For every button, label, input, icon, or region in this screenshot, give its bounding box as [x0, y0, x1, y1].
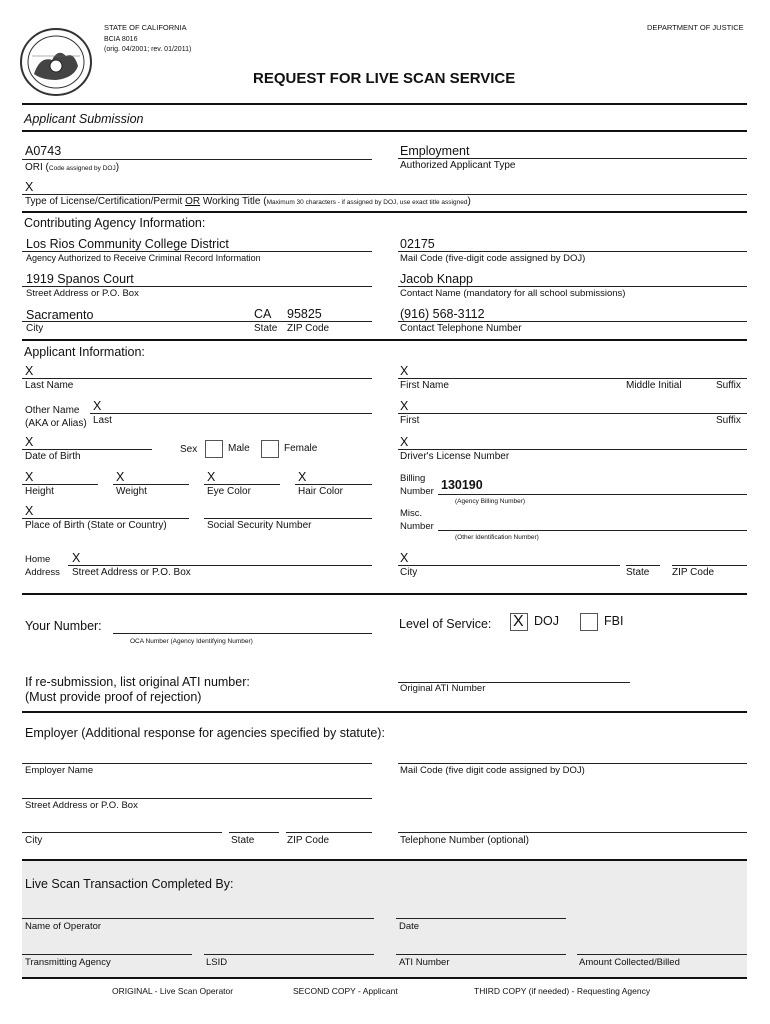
footer-second: SECOND COPY - Applicant — [293, 986, 398, 996]
hair-line — [295, 484, 372, 485]
hair-value[interactable]: X — [298, 470, 307, 484]
dl-line — [398, 449, 747, 450]
suffix-label: Suffix — [716, 380, 741, 391]
level-of-service-label: Level of Service: — [399, 617, 492, 631]
street-value[interactable]: 1919 Spanos Court — [26, 272, 134, 286]
header-department: DEPARTMENT OF JUSTICE — [647, 23, 744, 32]
city-label: City — [26, 323, 44, 334]
lsid-line[interactable] — [204, 954, 374, 955]
section-applicant-submission: Applicant Submission — [24, 112, 144, 126]
female-checkbox[interactable] — [261, 440, 279, 458]
eye-value[interactable]: X — [207, 470, 216, 484]
weight-value[interactable]: X — [116, 470, 125, 484]
home-city-label: City — [400, 567, 418, 578]
employer-zip-label: ZIP Code — [287, 835, 330, 846]
date-line[interactable] — [396, 918, 566, 919]
home-city-line — [398, 565, 620, 566]
header-form-code: BCIA 8016 — [104, 36, 138, 43]
height-value[interactable]: X — [25, 470, 34, 484]
divider — [22, 130, 747, 132]
misc-label-1: Misc. — [400, 508, 423, 519]
misc-line — [438, 530, 747, 531]
home-line — [68, 565, 372, 566]
your-number-line[interactable] — [113, 633, 372, 634]
home-state-label: State — [626, 567, 650, 578]
dob-value[interactable]: X — [25, 435, 34, 449]
agency-line — [22, 251, 372, 252]
mail-code-value[interactable]: 02175 — [400, 237, 435, 251]
home-state-line — [626, 565, 660, 566]
state-value[interactable]: CA — [254, 307, 272, 321]
state-label: State — [254, 323, 278, 334]
other-suffix-label: Suffix — [716, 415, 741, 426]
divider — [22, 211, 747, 213]
your-number-label: Your Number: — [25, 619, 102, 633]
billing-label-1: Billing — [400, 473, 426, 484]
divider — [22, 339, 747, 341]
eye-line — [204, 484, 280, 485]
weight-line — [113, 484, 189, 485]
license-value[interactable]: X — [25, 180, 34, 194]
divider — [22, 103, 747, 105]
amount-label: Amount Collected/Billed — [579, 957, 680, 968]
date-label: Date — [399, 921, 420, 932]
misc-label-2: Number — [400, 521, 434, 532]
city-line — [22, 321, 372, 322]
home-value[interactable]: X — [72, 551, 81, 565]
divider — [22, 711, 747, 713]
header-state: STATE OF CALIFORNIA — [104, 23, 187, 32]
address-label: Address — [25, 567, 60, 578]
employer-street-line[interactable] — [22, 798, 372, 799]
section-live-scan: Live Scan Transaction Completed By: — [25, 877, 234, 891]
billing-label-2: Number — [400, 486, 434, 497]
employer-city-line[interactable] — [22, 832, 222, 833]
last-name-value[interactable]: X — [25, 364, 34, 378]
last-name-label: Last Name — [25, 380, 74, 391]
employer-mail-code-label: Mail Code (five digit code assigned by DOJ) — [400, 765, 585, 776]
first-name-line — [398, 378, 747, 379]
employer-street-label: Street Address or P.O. Box — [25, 800, 138, 811]
misc-note: (Other Identification Number) — [455, 534, 539, 541]
city-value[interactable]: Sacramento — [26, 308, 94, 322]
ati-number-label: ATI Number — [399, 957, 450, 968]
employer-name-label: Employer Name — [25, 765, 94, 776]
mail-code-line — [398, 251, 747, 252]
other-last-line — [90, 413, 372, 414]
employer-name-line[interactable] — [22, 763, 372, 764]
employer-zip-line[interactable] — [286, 832, 372, 833]
footer-third: THIRD COPY (if needed) - Requesting Agency — [474, 986, 651, 996]
other-name-label: Other Name — [25, 405, 80, 416]
sex-label: Sex — [180, 444, 198, 455]
applicant-type-value[interactable]: Employment — [400, 144, 470, 158]
phone-line — [398, 321, 747, 322]
ori-value[interactable]: A0743 — [25, 144, 62, 158]
fbi-label: FBI — [604, 614, 624, 628]
license-line — [22, 194, 747, 195]
ori-label: ORI (Code assigned by DOJ) — [25, 162, 120, 173]
other-last-label: Last — [93, 415, 112, 426]
street-label: Street Address or P.O. Box — [26, 288, 139, 299]
doj-checkbox[interactable] — [510, 613, 528, 631]
ssn-label: Social Security Number — [207, 520, 312, 531]
section-contributing-agency: Contributing Agency Information: — [24, 216, 206, 230]
eye-label: Eye Color — [207, 486, 251, 497]
phone-label: Contact Telephone Number — [400, 323, 522, 334]
male-label: Male — [228, 443, 250, 454]
first-name-value[interactable]: X — [400, 364, 409, 378]
height-label: Height — [25, 486, 54, 497]
middle-initial-label: Middle Initial — [626, 380, 682, 391]
home-city-value[interactable]: X — [400, 551, 409, 565]
header-form-rev: (orig. 04/2001; rev. 01/2011) — [104, 46, 192, 53]
other-first-value[interactable]: X — [400, 399, 409, 413]
mail-code-label: Mail Code (five-digit code assigned by DOJ) — [400, 253, 586, 264]
ssn-line — [204, 518, 372, 519]
ati-label: Original ATI Number — [400, 683, 486, 694]
divider — [22, 593, 747, 595]
dob-label: Date of Birth — [25, 451, 81, 462]
billing-note: (Agency Billing Number) — [455, 498, 526, 505]
pob-value[interactable]: X — [25, 504, 34, 518]
weight-label: Weight — [116, 486, 147, 497]
employer-state-line[interactable] — [229, 832, 279, 833]
employer-phone-label: Telephone Number (optional) — [400, 835, 529, 846]
contact-label: Contact Name (mandatory for all school submissions) — [400, 288, 626, 299]
phone-value[interactable]: (916) 568-3112 — [400, 307, 485, 321]
home-zip-label: ZIP Code — [672, 567, 715, 578]
employer-phone-line[interactable] — [398, 832, 747, 833]
footer-original: ORIGINAL - Live Scan Operator — [112, 986, 234, 996]
pob-line — [22, 518, 189, 519]
applicant-type-label: Authorized Applicant Type — [400, 160, 516, 171]
doj-label: DOJ — [534, 614, 559, 628]
first-name-label: First Name — [400, 380, 449, 391]
page-title: REQUEST FOR LIVE SCAN SERVICE — [253, 70, 516, 87]
female-label: Female — [284, 443, 318, 454]
amount-line[interactable] — [577, 954, 747, 955]
contact-value[interactable]: Jacob Knapp — [400, 272, 473, 286]
state-seal-icon — [18, 26, 94, 98]
dl-label: Driver's License Number — [400, 451, 510, 462]
home-zip-line — [672, 565, 747, 566]
home-street-label: Street Address or P.O. Box — [72, 567, 191, 578]
divider — [22, 859, 747, 861]
zip-label: ZIP Code — [287, 323, 330, 334]
billing-value[interactable]: 130190 — [441, 478, 483, 492]
agency-value[interactable]: Los Rios Community College District — [26, 237, 229, 251]
section-applicant-info: Applicant Information: — [24, 345, 145, 359]
employer-city-label: City — [25, 835, 43, 846]
fbi-checkbox[interactable] — [580, 613, 598, 631]
operator-label: Name of Operator — [25, 921, 102, 932]
hair-label: Hair Color — [298, 486, 344, 497]
dob-line — [22, 449, 152, 450]
billing-line — [438, 494, 747, 495]
employer-mail-code-line[interactable] — [398, 763, 747, 764]
zip-value[interactable]: 95825 — [287, 307, 322, 321]
section-employer: Employer (Additional response for agencies specified by statute): — [25, 726, 385, 740]
agency-label: Agency Authorized to Receive Criminal Record Information — [26, 253, 261, 263]
license-label: Type of License/Certification/Permit OR Working Title (Maximum 30 characters - if assigned by DOJ, use exact title assigned) — [25, 196, 471, 207]
contact-line — [398, 286, 747, 287]
transmitting-agency-line[interactable] — [22, 954, 192, 955]
ori-line — [22, 159, 372, 160]
height-line — [22, 484, 98, 485]
oca-note: OCA Number (Agency Identifying Number) — [130, 638, 253, 645]
aka-label: (AKA or Alias) — [25, 418, 87, 429]
other-last-value[interactable]: X — [93, 399, 102, 413]
home-label: Home — [25, 554, 51, 565]
male-checkbox[interactable] — [205, 440, 223, 458]
doj-check-mark: X — [513, 613, 524, 630]
other-first-label: First — [400, 415, 420, 426]
last-name-line — [22, 378, 372, 379]
transmitting-agency-label: Transmitting Agency — [25, 957, 111, 968]
employer-state-label: State — [231, 835, 255, 846]
ati-number-line[interactable] — [396, 954, 566, 955]
operator-line[interactable] — [22, 918, 374, 919]
divider — [22, 977, 747, 979]
resubmission-note: (Must provide proof of rejection) — [25, 690, 202, 704]
other-first-line — [398, 413, 747, 414]
pob-label: Place of Birth (State or Country) — [25, 520, 167, 531]
street-line — [22, 286, 372, 287]
dl-value[interactable]: X — [400, 435, 409, 449]
resubmission-label: If re-submission, list original ATI number: — [25, 675, 250, 689]
applicant-type-line — [398, 158, 747, 159]
lsid-label: LSID — [206, 957, 228, 968]
